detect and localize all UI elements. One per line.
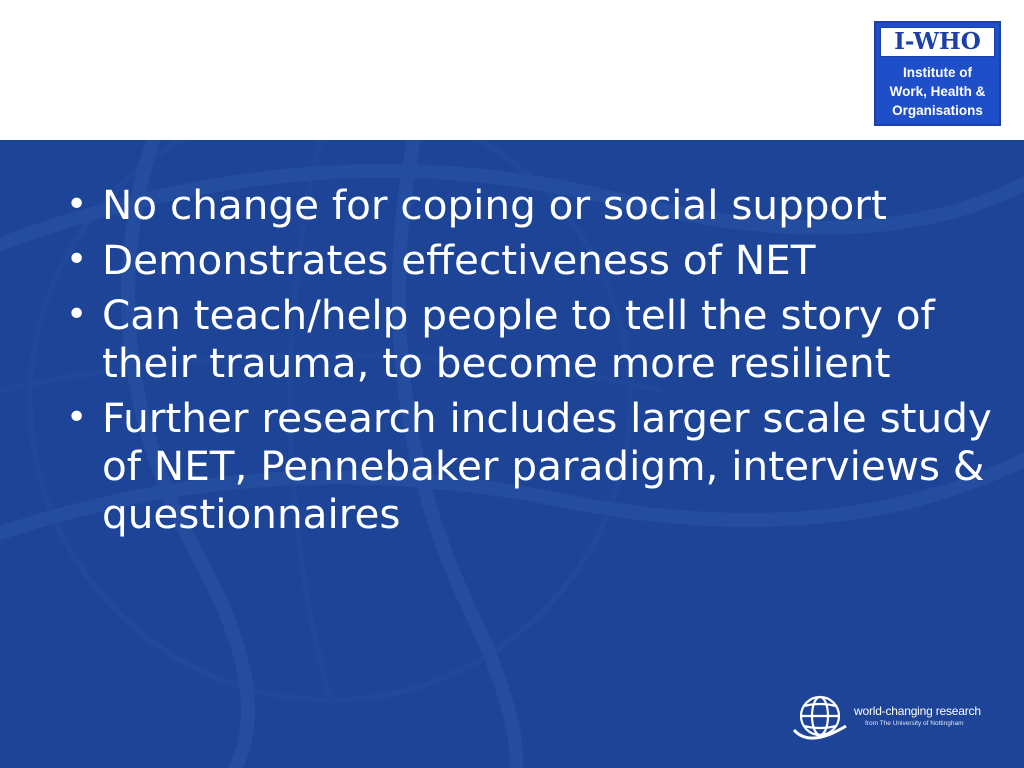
slide-body — [0, 140, 1024, 768]
bullet-marker: • — [66, 397, 88, 438]
bullet-text: Demonstrates effectiveness of NET — [102, 236, 816, 284]
tagline: world-changing research — [854, 704, 981, 718]
bullet-text: Further research includes larger scale study of NET, Pennebaker paradigm, interviews & questionnaires — [102, 394, 992, 538]
logo-subtitle — [878, 63, 997, 120]
bullet-marker: • — [66, 294, 88, 335]
logo-title: I-WHO — [880, 27, 995, 57]
bullet-list — [62, 181, 1002, 545]
bullet-item — [62, 236, 1002, 284]
globe-icon — [790, 686, 854, 746]
header-band — [0, 0, 1024, 140]
logo-subtitle-line-2: Work, Health & — [889, 84, 986, 99]
logo-subtitle-line-1: Institute of — [903, 65, 972, 80]
bullet-item — [62, 394, 1002, 538]
bullet-marker: • — [66, 239, 88, 280]
tagline-source: from The University of Nottingham — [865, 720, 964, 727]
bullet-item — [62, 291, 1002, 387]
bullet-item — [62, 181, 1002, 229]
iwho-logo — [874, 21, 1001, 126]
bullet-text: No change for coping or social support — [102, 181, 887, 229]
bullet-text: Can teach/help people to tell the story of their trauma, to become more resilient — [102, 291, 935, 387]
logo-subtitle-line-3: Organisations — [892, 103, 983, 118]
university-logo — [790, 686, 990, 746]
bullet-marker: • — [66, 184, 88, 225]
